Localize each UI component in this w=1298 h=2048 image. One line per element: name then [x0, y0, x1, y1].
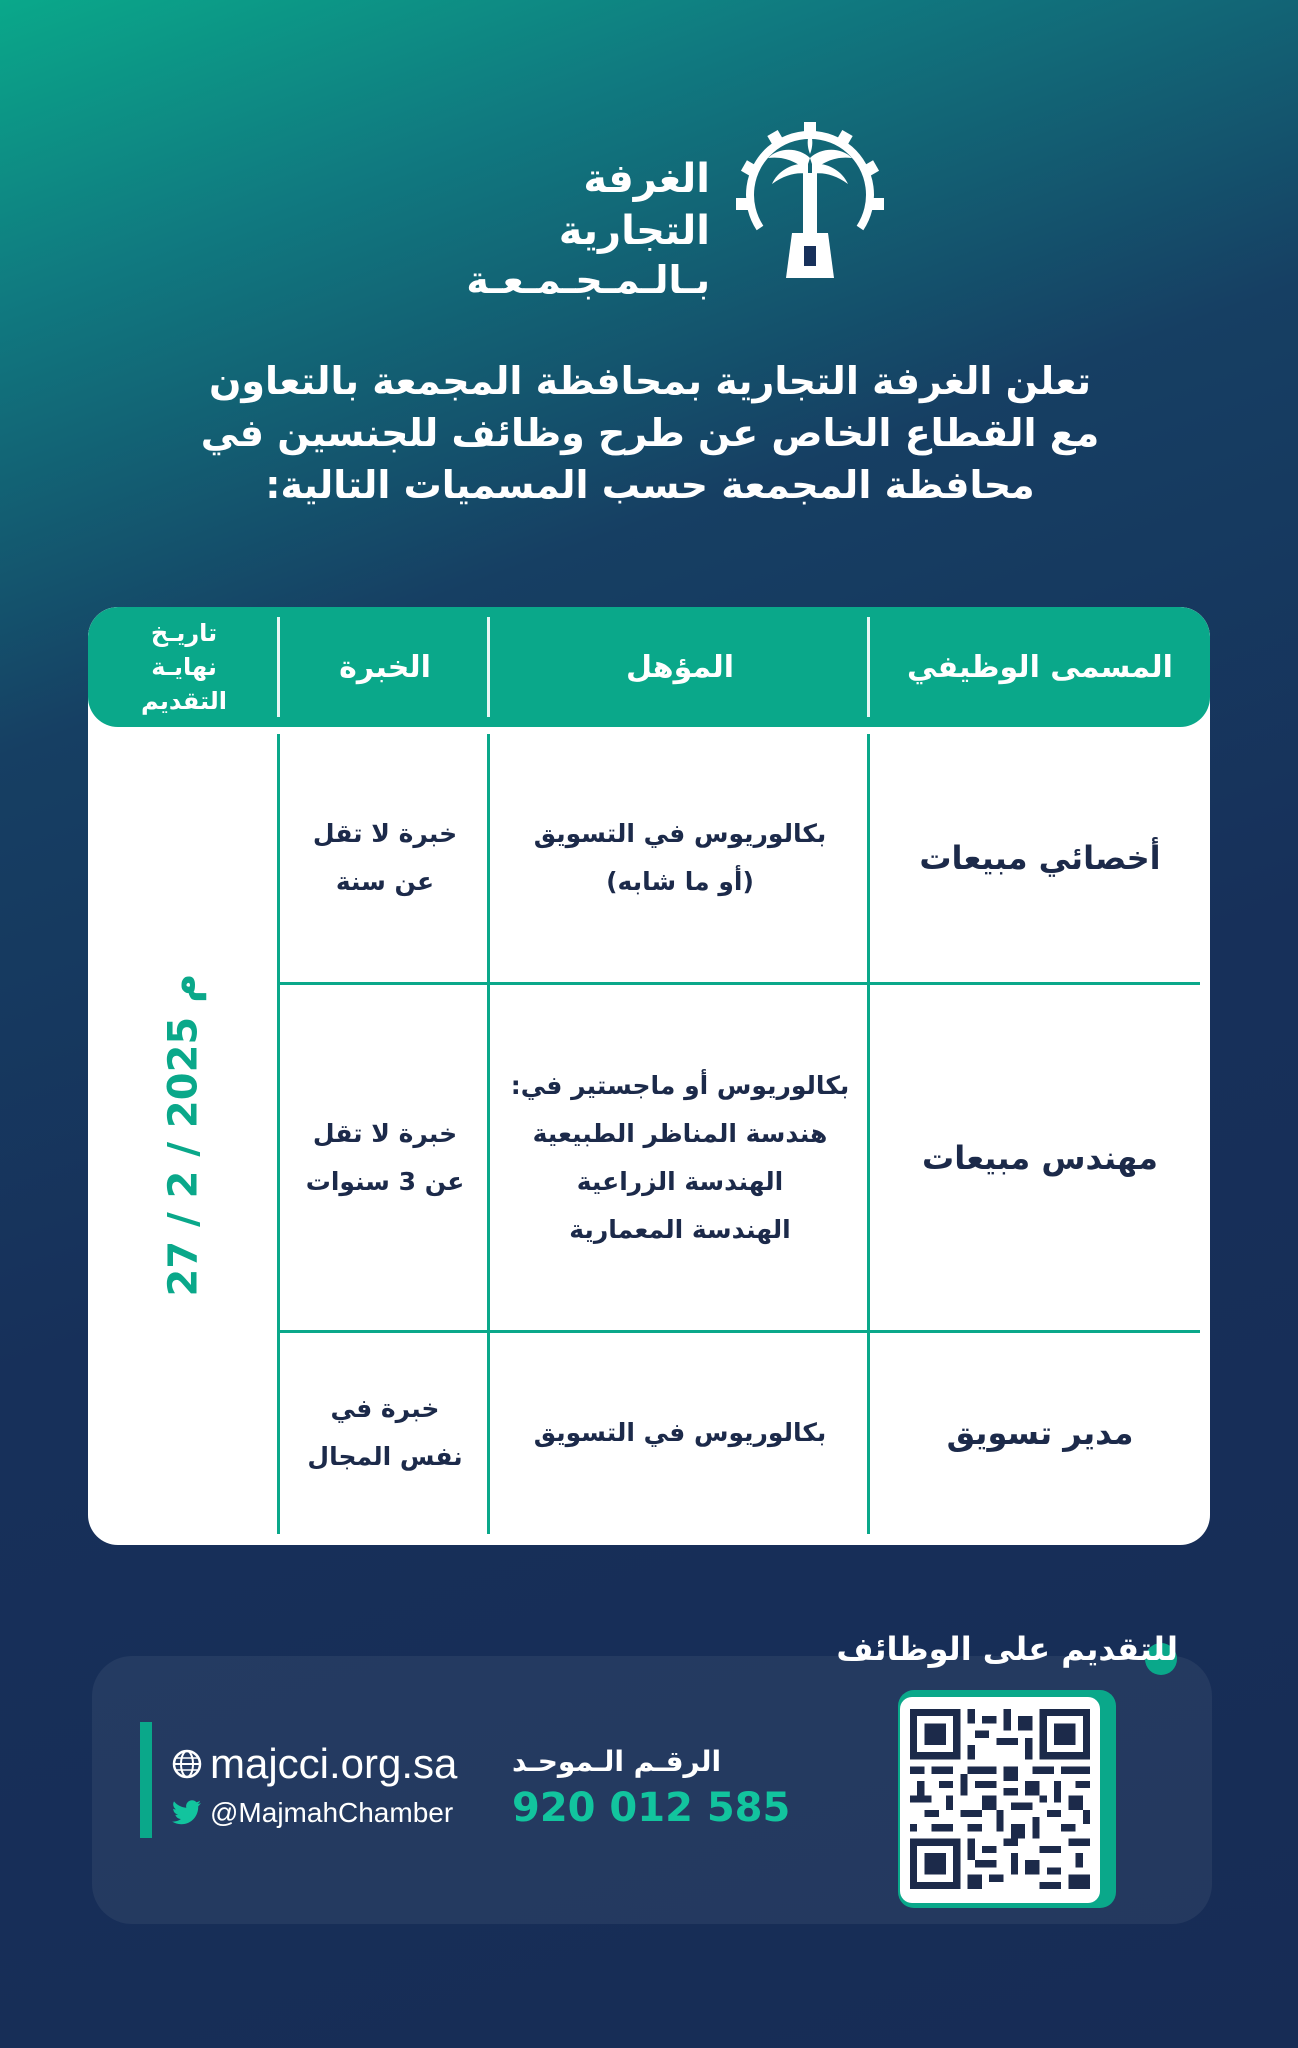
announcement-text — [150, 355, 1150, 511]
row2-qualification-line2: هندسة المناظر الطبيعية — [532, 1118, 828, 1148]
unified-number[interactable]: 920 012 585 — [512, 1785, 791, 1831]
row2-qualification-line4: الهندسة المعمارية — [569, 1214, 791, 1244]
row1-qualification-line2: (أو ما شابه) — [606, 867, 754, 896]
chamber-name-line1: الغرفة التجارية — [558, 156, 710, 254]
palm-gear-emblem-icon — [730, 118, 890, 288]
website-link[interactable] — [172, 1740, 457, 1788]
header-qualification: المؤهل — [625, 649, 735, 685]
header-experience: الخبرة — [339, 649, 431, 685]
header-job-title: المسمى الوظيفي — [907, 649, 1173, 685]
header-deadline-line2: نهايـة — [151, 653, 217, 681]
row1-job-title: أخصائي مبيعات — [919, 839, 1161, 877]
row2-qualification-line3: الهندسة الزراعية — [576, 1166, 784, 1196]
row1-experience-line2: عن سنة — [335, 867, 435, 896]
header-deadline-line1: تاريـخ — [150, 619, 218, 647]
announcement-line2: مع القطاع الخاص عن طرح وظائف للجنسين في — [200, 411, 1100, 455]
row1-qualification-line1: بكالوريوس في التسويق — [533, 819, 827, 848]
announcement-line3: محافظة المجمعة حسب المسميات التالية: — [265, 463, 1035, 507]
apply-title: للتقديم على الوظائف — [836, 1630, 1178, 1668]
chamber-name-line2: بـالـمـجـمـعـة — [466, 258, 710, 302]
row1-experience-line1: خبرة لا تقل — [312, 819, 458, 848]
contact-accent-bar — [140, 1722, 152, 1838]
twitter-handle[interactable] — [172, 1797, 453, 1829]
row3-job-title: مدير تسويق — [946, 1414, 1134, 1452]
row3-qualification-line1: بكالوريوس في التسويق — [533, 1418, 827, 1447]
chamber-logo — [420, 118, 890, 302]
row2-qualification — [490, 985, 870, 1330]
row2-experience-line2: عن 3 سنوات — [305, 1166, 465, 1196]
qr-code-icon[interactable] — [900, 1697, 1100, 1903]
website-text: majcci.org.sa — [210, 1740, 458, 1787]
chamber-name — [420, 153, 710, 303]
header-deadline-line3: التقديم — [141, 687, 228, 715]
row2-experience — [280, 985, 490, 1330]
row2-qualification-line1: بكالوريوس أو ماجستير في: — [510, 1070, 850, 1100]
announcement-line1: تعلن الغرفة التجارية بمحافظة المجمعة بالتعاون — [208, 359, 1092, 403]
globe-icon — [172, 1749, 202, 1779]
twitter-bird-icon — [172, 1800, 202, 1826]
row3-experience-line2: نفس المجال — [307, 1442, 463, 1471]
row3-experience-line1: خبرة في — [330, 1394, 440, 1423]
row3-qualification — [490, 1333, 870, 1533]
deadline-cell — [88, 732, 278, 1537]
row2-job-title: مهندس مبيعات — [922, 1138, 1158, 1177]
header-divider — [277, 617, 280, 717]
row2-experience-line1: خبرة لا تقل — [312, 1118, 458, 1148]
row1-qualification — [490, 734, 870, 982]
header-divider — [487, 617, 490, 717]
twitter-text: @MajmahChamber — [210, 1797, 454, 1828]
jobs-table — [88, 607, 1210, 1545]
header-deadline — [88, 607, 280, 727]
row1-experience — [280, 734, 490, 982]
row3-experience — [280, 1333, 490, 1533]
header-divider — [867, 617, 870, 717]
deadline-date: 27 / 2 / 2025 م — [160, 973, 206, 1296]
unified-number-label: الرقـم الـموحـد — [512, 1745, 722, 1778]
